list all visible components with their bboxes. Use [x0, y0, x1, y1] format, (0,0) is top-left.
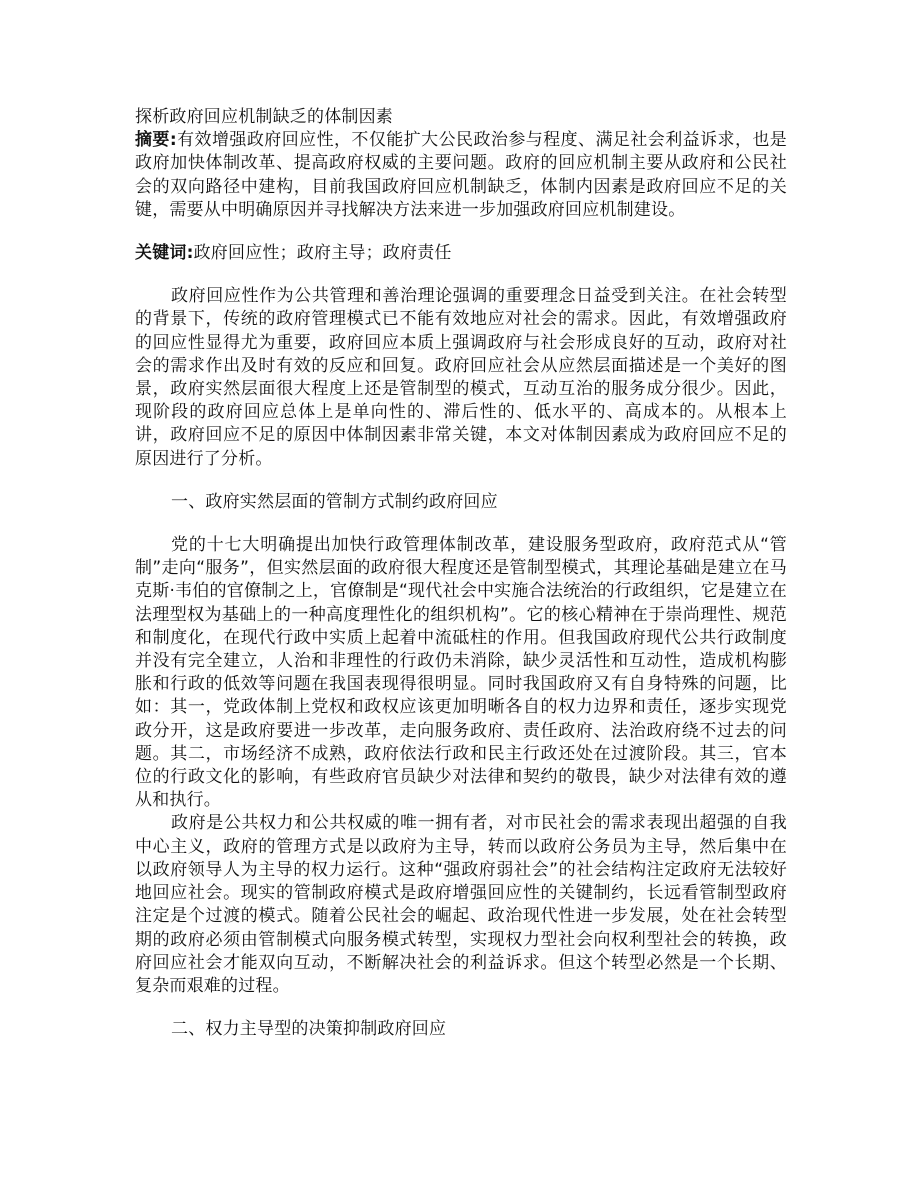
section-1-paragraph-2: 政府是公共权力和公共权威的唯一拥有者，对市民社会的需求表现出超强的自我中心主义，政府的管理方式是以政府为主导，转而以政府公务员为主导，然后集中在以政府领导人为主导的权力运行。这种“强政府弱社会”的社会结构注定政府无法较好地回应社会。现实的管制政府模式是政府增强回应性的关键制约，长远看管制型政府注定是个过渡的模式。随着公民社会的崛起、政治现代性进一步发展，处在社会转型期的政府必须由管制模式向服务模式转型，实现权力型社会向权利型社会的转换，政府回应社会才能双向互动，不断解决社会的利益诉求。但这个转型必然是一个长期、复杂而艰难的过程。	[135, 813, 787, 996]
abstract	[135, 129, 787, 222]
spacer	[135, 265, 787, 285]
document-page	[135, 106, 787, 1041]
section-heading-2: 二、权力主导型的决策抑制政府回应	[171, 1019, 447, 1040]
spacer	[135, 998, 787, 1018]
document-title: 探析政府回应机制缺乏的体制因素	[135, 107, 393, 127]
section-heading-1: 一、政府实然层面的管制方式制约政府回应	[171, 491, 498, 512]
section-1-paragraph-1: 党的十七大明确提出加快行政管理体制改革，建设服务型政府，政府范式从“管制”走向“服务”，但实然层面的政府很大程度还是管制型模式，其理论基础是建立在马克斯·韦伯的官僚制之上，官僚制是“现代社会中实施合法统治的行政组织，它是建立在法理型权为基础上的一种高度理性化的组织机构”。它的核心精神在于崇尚理性、规范和制度化，在现代行政中实质上起着中流砥柱的作用。但我国政府现代公共行政制度并没有完全建立，人治和非理性的行政仍未消除，缺少灵活性和互动性，造成机构膨胀和行政的低效等问题在我国表现得很明显。同时我国政府又有自身特殊的问题，比如：其一，党政体制上党权和政权应该更加明晰各自的权力边界和责任，逐步实现党政分开，这是政府要进一步改革，走向服务政府、责任政府、法治政府绕不过去的问题。其二，市场经济不成熟，政府依法行政和民主行政还处在过渡阶段。其三，官本位的行政文化的影响，有些政府官员缺少对法律和契约的敬畏，缺少对法律有效的遵从和执行。	[135, 535, 787, 811]
abstract-text: 有效增强政府回应性，不仅能扩大公民政治参与程度、满足社会利益诉求，也是政府加快体制改革、提高政府权威的主要问题。政府的回应机制主要从政府和公民社会的双向路径中建构，目前我国政府回应机制缺乏，体制内因素是政府回应不足的关键，需要从中明确原因并寻找解决方法来进一步加强政府回应机制建设。	[135, 130, 788, 220]
abstract-label: 摘要:	[135, 130, 177, 151]
keywords	[135, 242, 787, 265]
spacer	[135, 514, 787, 534]
keywords-label: 关键词:	[135, 243, 194, 264]
keywords-text: 政府回应性；政府主导；政府责任	[193, 243, 452, 264]
intro-paragraph: 政府回应性作为公共管理和善治理论强调的重要理念日益受到关注。在社会转型的背景下，传统的政府管理模式已不能有效地应对社会的需求。因此，有效增强政府的回应性显得尤为重要，政府回应本质上强调政府与社会形成良好的互动，政府对社会的需求作出及时有效的反应和回复。政府回应社会从应然层面描述是一个美好的图景，政府实然层面很大程度上还是管制型的模式，互动互治的服务成分很少。因此，现阶段的政府回应总体上是单向性的、滞后性的、低水平的、高成本的。从根本上讲，政府回应不足的原因中体制因素非常关键，本文对体制因素成为政府回应不足的原因进行了分析。	[135, 286, 787, 469]
spacer	[135, 471, 787, 491]
